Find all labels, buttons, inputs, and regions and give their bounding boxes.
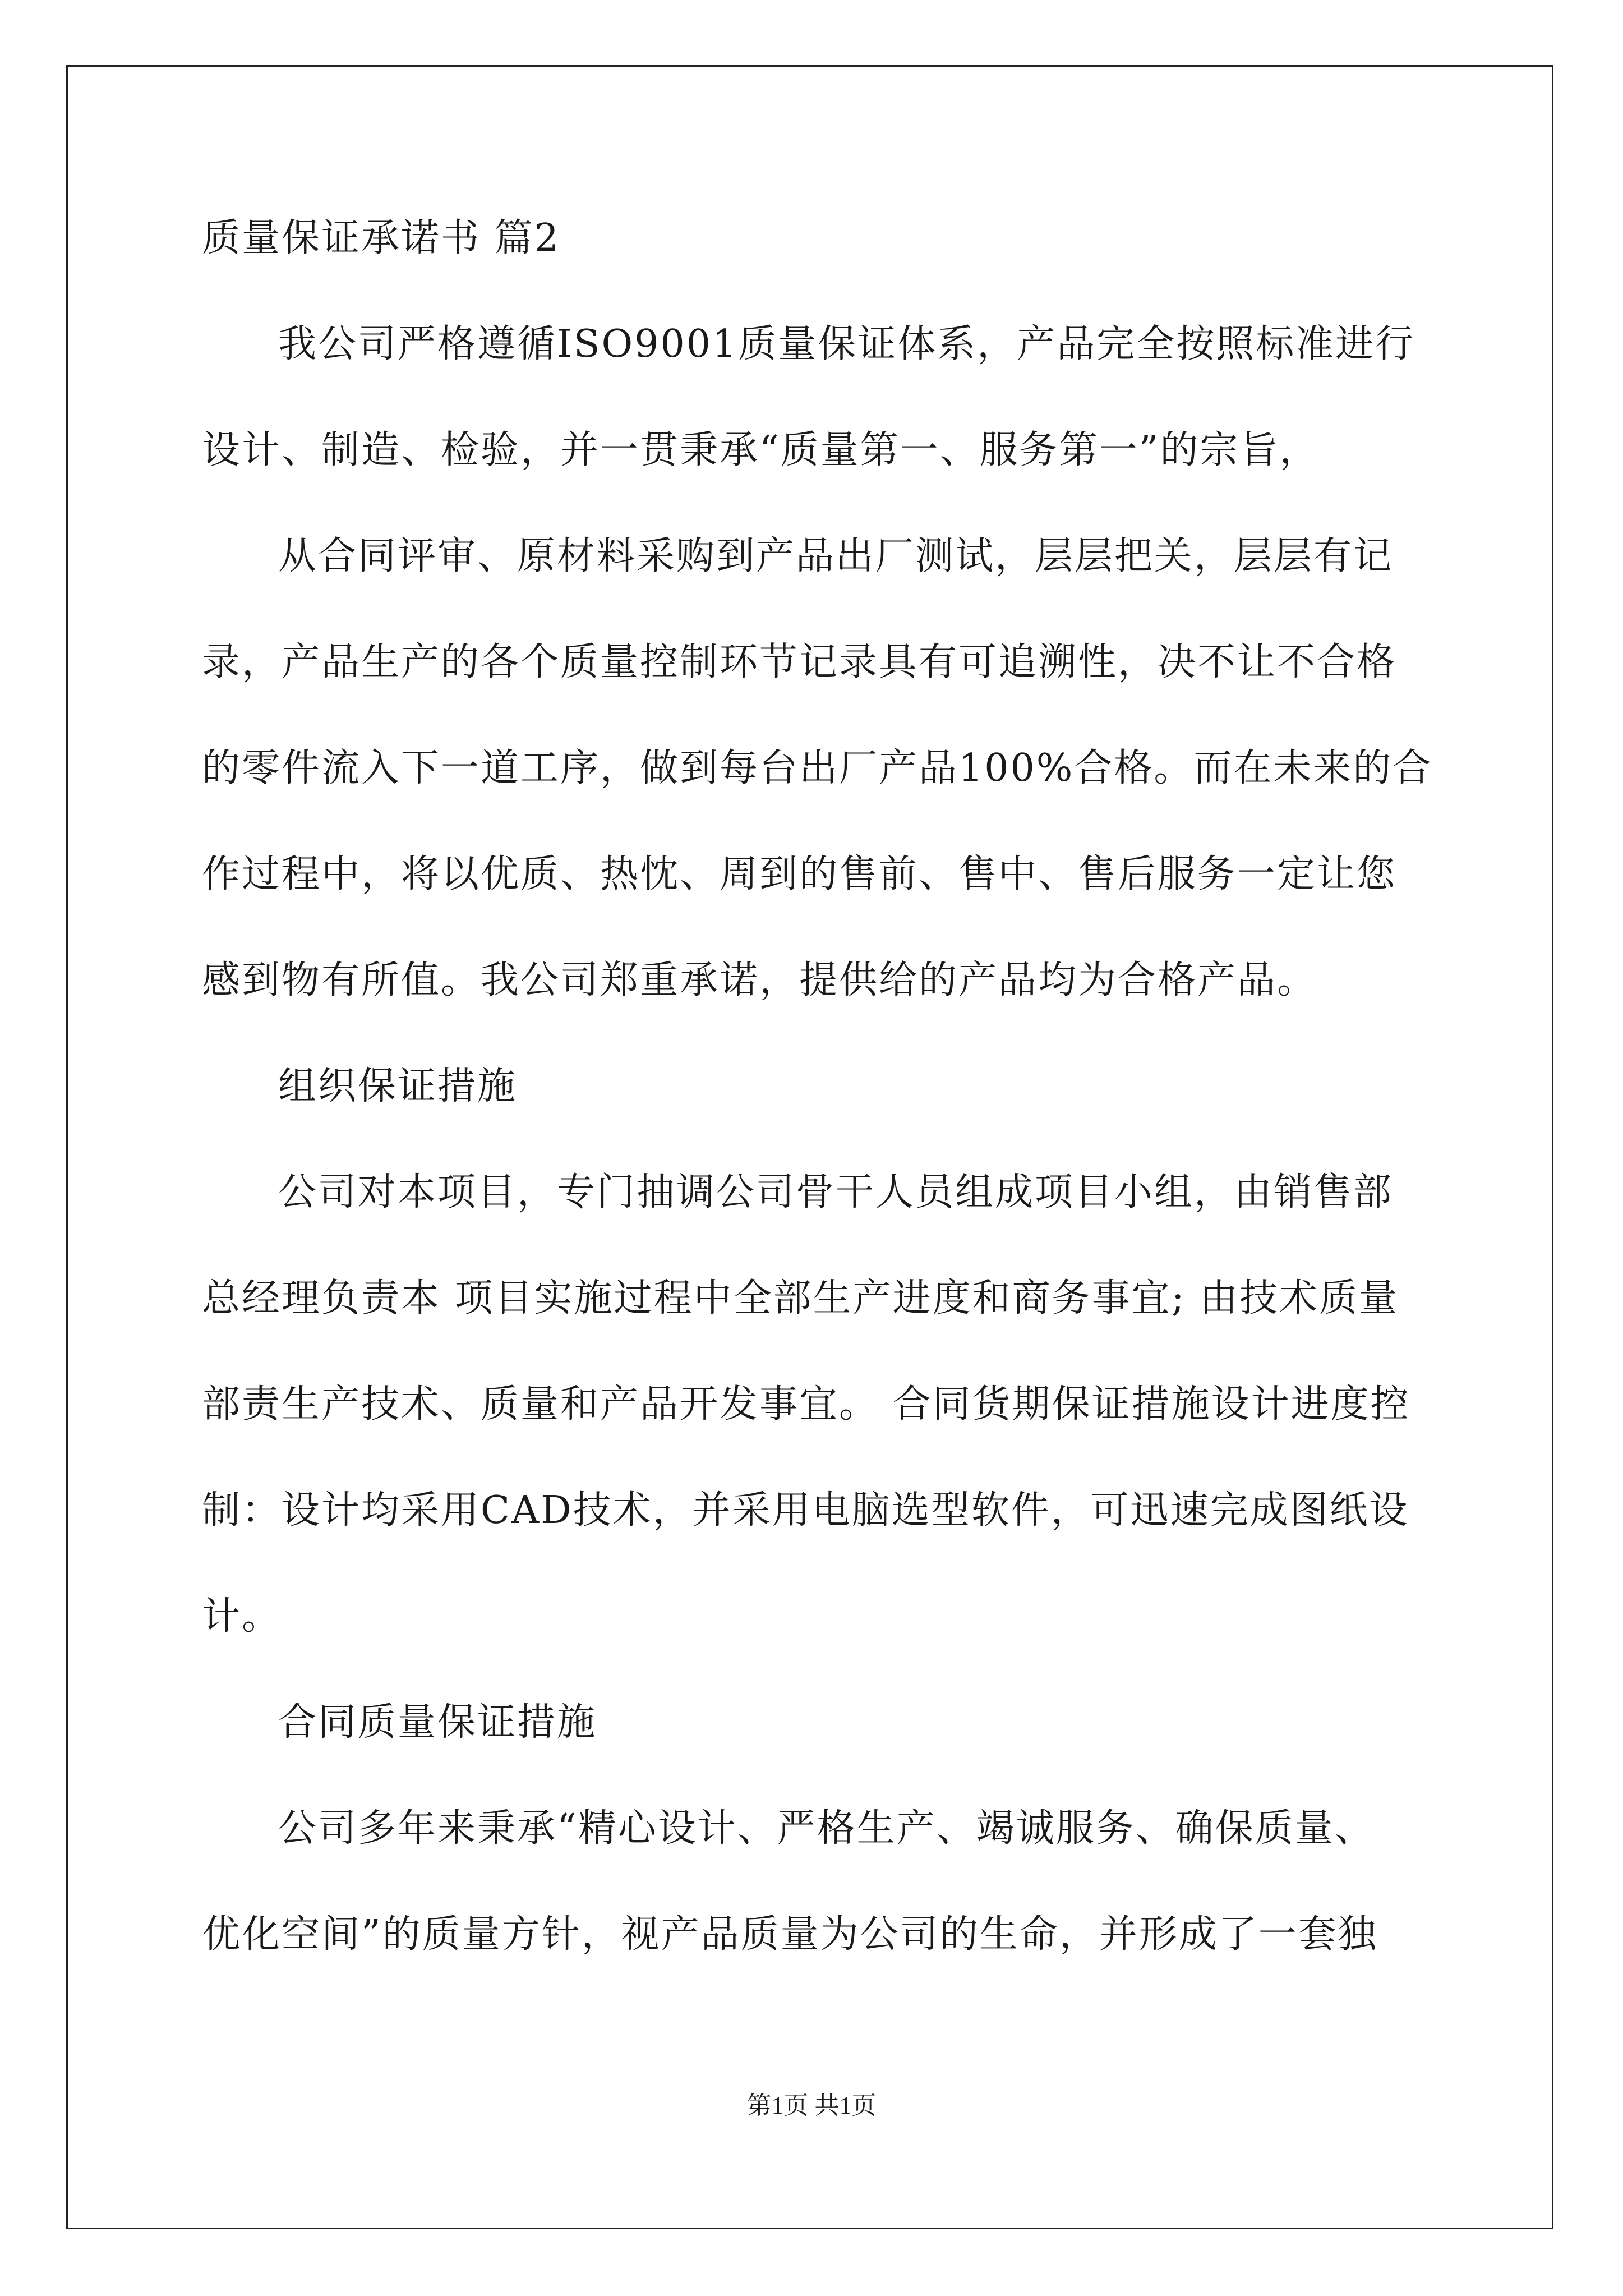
section-heading: 合同质量保证措施: [278, 1700, 597, 1745]
paragraph-line: 的零件流入下一道工序，做到每台出厂产品100%合格。而在未来的合: [202, 746, 1433, 790]
document-title: 质量保证承诺书 篇2: [202, 216, 560, 260]
paragraph-line: 感到物有所值。我公司郑重承诺，提供给的产品均为合格产品。: [202, 958, 1317, 1002]
paragraph-line: 公司对本项目，专门抽调公司骨干人员组成项目小组，由销售部: [278, 1170, 1394, 1214]
paragraph-line: 录，产品生产的各个质量控制环节记录具有可追溯性，决不让不合格: [202, 640, 1397, 684]
document-body: [202, 213, 1433, 2016]
section-heading: 组织保证措施: [278, 1064, 518, 1108]
paragraph-line: 计。: [202, 1594, 282, 1639]
paragraph-line: 设计、制造、检验，并一贯秉承“质量第一、服务第一”的宗旨，: [202, 428, 1320, 472]
paragraph-line: 制：设计均采用CAD技术，并采用电脑选型软件，可迅速完成图纸设: [202, 1488, 1409, 1533]
paragraph-line: 部责生产技术、质量和产品开发事宜。 合同货期保证措施设计进度控: [202, 1382, 1410, 1427]
page-footer: 第1页 共1页: [746, 2092, 877, 2119]
paragraph-line: 从合同评审、原材料采购到产品出厂测试，层层把关，层层有记: [278, 534, 1394, 578]
paragraph-line: 优化空间”的质量方针，视产品质量为公司的生命，并形成了一套独: [202, 1912, 1378, 1957]
paragraph-line: 我公司严格遵循ISO9001质量保证体系，产品完全按照标准进行: [278, 322, 1415, 366]
paragraph-line: 公司多年来秉承“精心设计、严格生产、竭诚服务、确保质量、: [278, 1806, 1375, 1851]
paragraph-line: 总经理负责本 项目实施过程中全部生产进度和商务事宜; 由技术质量: [202, 1276, 1399, 1320]
paragraph-line: 作过程中，将以优质、热忱、周到的售前、售中、售后服务一定让您: [202, 852, 1397, 896]
